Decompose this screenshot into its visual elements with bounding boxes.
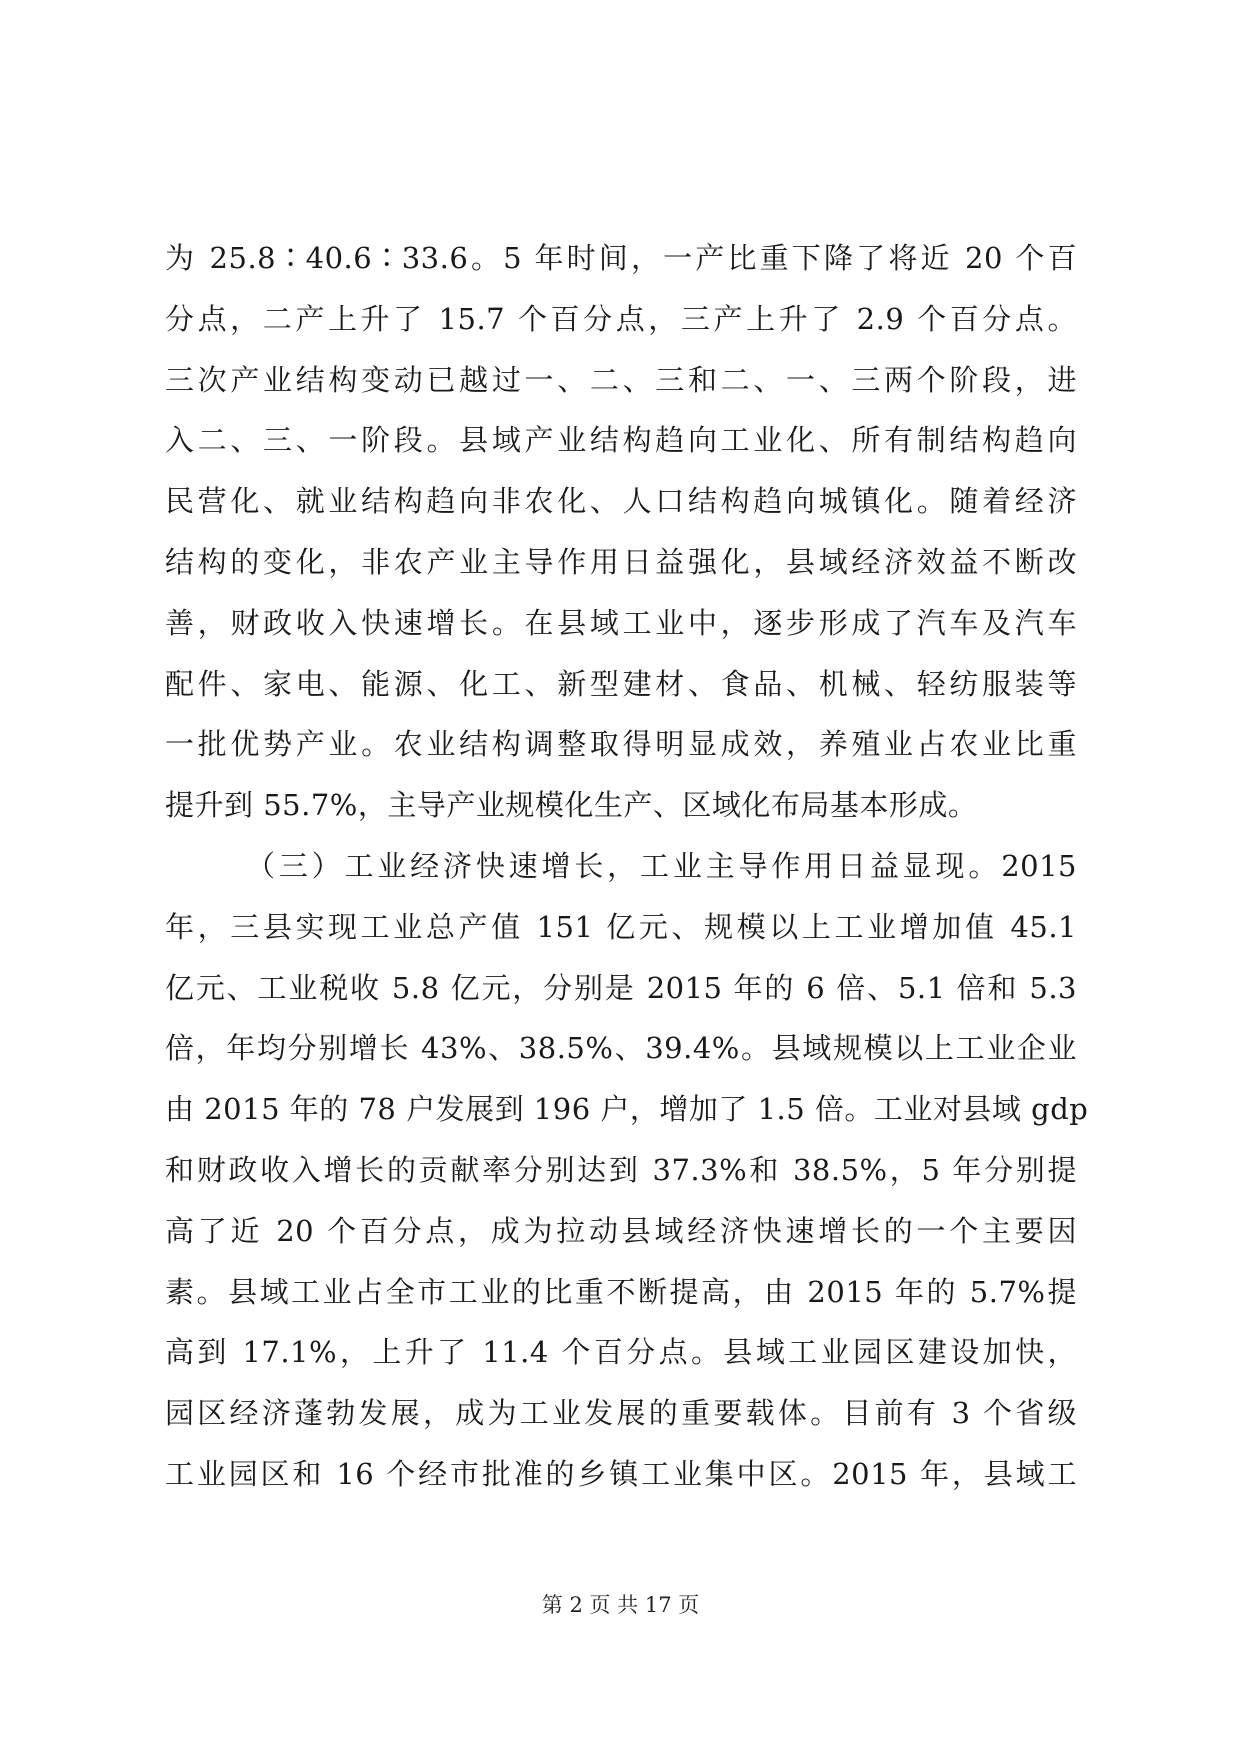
- page-number-footer: 第 2 页 共 17 页: [541, 1593, 700, 1617]
- text-line: 素。县域工业占全市工业的比重不断提高，由 2015 年的 5.7%提: [165, 1274, 1077, 1309]
- text-line: 善，财政收入快速增长。在县域工业中，逐步形成了汽车及汽车: [165, 605, 1077, 640]
- text-line: 三次产业结构变动已越过一、二、三和二、一、三两个阶段，进: [165, 362, 1077, 397]
- text-line: 提升到 55.7%，主导产业规模化生产、区域化布局基本形成。: [165, 788, 978, 823]
- text-line: 倍，年均分别增长 43%、38.5%、39.4%。县域规模以上工业企业: [165, 1031, 1077, 1066]
- text-line: 一批优势产业。农业结构调整取得明显成效，养殖业占农业比重: [165, 727, 1077, 762]
- text-line: 高了近 20 个百分点，成为拉动县域经济快速增长的一个主要因: [165, 1213, 1077, 1248]
- text-line: 亿元、工业税收 5.8 亿元，分别是 2015 年的 6 倍、5.1 倍和 5.3: [165, 970, 1077, 1005]
- text-line: 年，三县实现工业总产值 151 亿元、规模以上工业增加值 45.1: [165, 909, 1077, 944]
- text-line: 民营化、就业结构趋向非农化、人口结构趋向城镇化。随着经济: [165, 484, 1077, 519]
- text-line: 和财政收入增长的贡献率分别达到 37.3%和 38.5%，5 年分别提: [165, 1152, 1077, 1187]
- text-line: 配件、家电、能源、化工、新型建材、食品、机械、轻纺服装等: [165, 666, 1077, 701]
- text-line: 高到 17.1%，上升了 11.4 个百分点。县域工业园区建设加快，: [165, 1335, 1077, 1370]
- text-line: 工业园区和 16 个经市批准的乡镇工业集中区。2015 年，县域工: [165, 1456, 1077, 1491]
- text-line: 结构的变化，非农产业主导作用日益强化，县域经济效益不断改: [165, 544, 1077, 579]
- text-line: 由 2015 年的 78 户发展到 196 户，增加了 1.5 倍。工业对县域 gdp: [165, 1092, 1089, 1127]
- text-line: 为 25.8∶40.6∶33.6。5 年时间，一产比重下降了将近 20 个百: [165, 241, 1077, 275]
- text-line: 园区经济蓬勃发展，成为工业发展的重要载体。目前有 3 个省级: [165, 1396, 1077, 1431]
- section-heading-line: （三）工业经济快速增长，工业主导作用日益显现。2015: [246, 848, 1077, 883]
- text-line: 入二、三、一阶段。县域产业结构趋向工业化、所有制结构趋向: [165, 423, 1077, 458]
- text-line: 分点，二产上升了 15.7 个百分点，三产上升了 2.9 个百分点。: [165, 301, 1077, 336]
- body-text: [165, 228, 1089, 1505]
